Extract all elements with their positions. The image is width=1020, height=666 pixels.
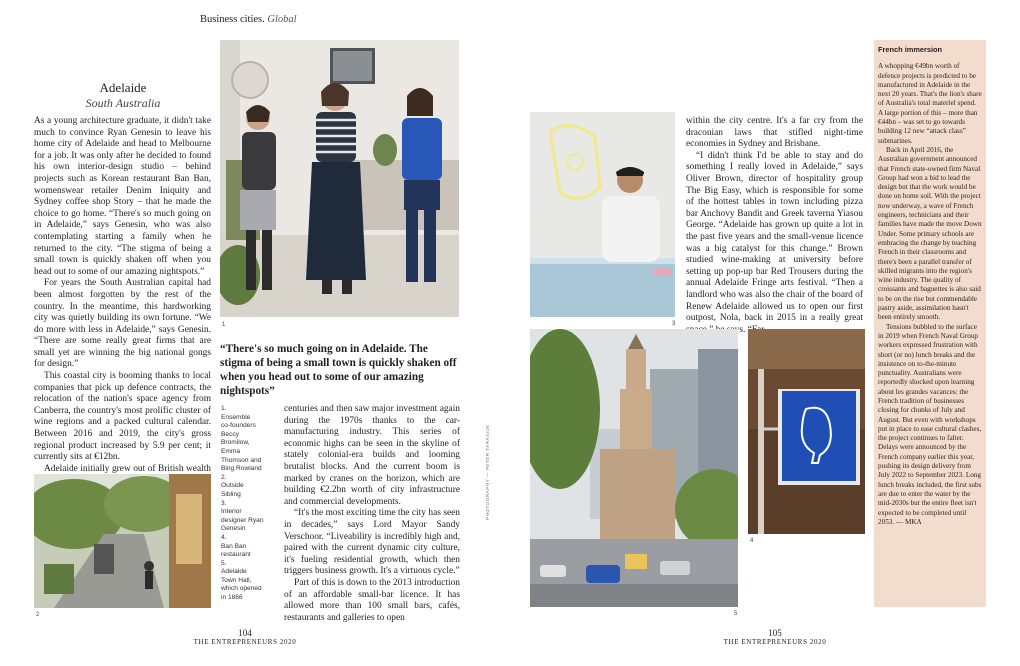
photo-designer-illustration: [530, 112, 675, 317]
paragraph: “I didn't think I'd be able to stay and do something I really loved in Adelaide,” says Oliver Brown, director of hospitality group The Big Easy, which is responsible for some of the hottest tables in town including pizza bar Anchovy Bandit and Greek taverna Yiasou George. “Adelaide has grown up quite a lot in the past five years and the small-venue licence was a big catalyst for this change.” Brown studied wine-making at university before setting up pop-up bar Red Trousers during the annual Adelaide Fringe arts festival. “Then a landlord who was also the chair of the board of Renew Adelaide allowed us to open our first outpost, Nola, back in 2015 in a really great: [686, 150, 863, 324]
caption-line: 3.: [221, 499, 227, 507]
caption-line: Beccy: [221, 430, 239, 438]
paragraph: centuries and then saw major investment again during the 1970s thanks to the car-manufacturing industry. This series of economic highs can be seen in the skyline of stately colonial-era builds and looming brutalist blocks. And the current boom is marked by cranes on the horizon, which are building €2.2bn worth of city infrastructure and commercial developments.: [284, 404, 460, 507]
sidebar-title: French immersion: [878, 45, 943, 54]
caption-line: Thomson and: [221, 456, 262, 464]
photo-ensemble-founders: [220, 40, 459, 317]
caption-line: 4.: [221, 533, 227, 541]
running-header: [200, 14, 297, 25]
caption-line: Outside: [221, 482, 244, 490]
photo-founders-illustration: [220, 40, 459, 317]
photo-number: 3: [672, 321, 676, 327]
paragraph: “It's the most exciting time the city has seen in decades,” says Lord Mayor Sandy Verschoor. “Liveability is incredibly high and, paired with the current dynamic city culture, it's fueling residential growth, which then triggers business growth. It's a virtuous cycle.”: [284, 508, 460, 577]
right-column: [686, 116, 863, 336]
header-section: Business cities.: [200, 14, 265, 25]
caption-line: in 1866: [221, 594, 243, 602]
caption-line: 2.: [221, 473, 227, 481]
sidebar-paragraph: Tensions bubbled to the surface in 2019 when French Naval Group workers expressed frustration with short (or no) lunch breaks and the insistence on to-the-minute punctuality. Australians were reportedly shocked upon learning about les grandes vacances: the French tradition of businesses closing for chunks of July and August. But even with workshops put in place to ease cultural clashes, the project continues to falter. Delays were announced by the French company earlier this year, pushing its design delivery from July 2022 to September 2023. Long lunch breaks included, the first subs are due to enter the water by the mid-2030s but the entire fleet isn't expected to be completed until 2053. — MKA: [878, 322, 982, 526]
sidebar-french-immersion: [874, 40, 986, 607]
page-number: 105: [768, 628, 782, 638]
publication-name: THE ENTREPRENEURS 2020: [723, 638, 827, 646]
photo-adelaide-town-hall: [530, 329, 738, 607]
photo-number: 1: [222, 322, 226, 328]
caption-line: Town Hall,: [221, 576, 252, 584]
photo-ban-ban-sign: [748, 329, 865, 534]
city-heading: [34, 80, 212, 111]
caption-line: Sibling: [221, 490, 241, 498]
caption-line: which opened: [221, 585, 262, 593]
photo-street-illustration: [34, 474, 211, 608]
caption-line: Ensemble: [221, 413, 251, 421]
caption-line: 5.: [221, 559, 227, 567]
caption-line: Bing Rowland: [221, 465, 262, 473]
left-column: [34, 116, 211, 487]
photo-captions: [221, 405, 271, 603]
caption-line: restaurant: [221, 551, 251, 559]
folio-right: [700, 628, 850, 646]
paragraph: within the city centre. It's a far cry from the draconian laws that stifled night-time economies in Sydney and Brisbane.: [686, 116, 863, 150]
photo-number: 5: [734, 611, 738, 617]
photo-number: 4: [750, 538, 754, 544]
caption-line: Interior: [221, 508, 242, 516]
caption-line: Genesin: [221, 525, 246, 533]
caption-line: 1.: [221, 405, 227, 412]
publication-name: THE ENTREPRENEURS 2020: [193, 638, 297, 646]
photo-sign-illustration: [748, 329, 865, 534]
caption-line: Ban Ban: [221, 542, 247, 550]
sidebar-paragraph: A whopping €49bn worth of defence projects is predicted to be manufactured in Adelaide in the next 20 years. That's the lion's share of Australia's total materiel spend. A large portion of this – more than €44bn – was set to go towards building 12 new “attack class” submarines.: [878, 62, 982, 145]
photo-ryan-genesin: [530, 112, 675, 317]
photo-townhall-illustration: [530, 329, 738, 607]
pull-quote: “There's so much going on in Adelaide. The stigma of being a small town is quickly shaken off when you head out to some of our amazing nightspots”: [220, 343, 457, 397]
caption-line: designer Ryan: [221, 516, 264, 524]
header-subsection: Global: [267, 14, 297, 25]
photo-sibling-street: [34, 474, 211, 608]
paragraph: As a young architecture graduate, it didn't take much to convince Ryan Genesin to leave his home city of Adelaide and head to Melbourne for a job. It was only after he decided to found his own interior-design studio – behind projects such as Korean restaurant Ban Ban, womenswear retailer Denim Iniquity and Sydney coffee shop Story – that he made the choice to go home. “There's so much going on in Adelaide,” says Genesin, who was also contemplating starting a family when he returned to the city. “The stigma of being a small town is quickly shaken off when you head out to some of our amazing nightspots.”: [34, 116, 211, 277]
city-region: South Australia: [85, 96, 161, 110]
photo-number: 2: [36, 612, 40, 618]
caption-line: Emma: [221, 447, 241, 455]
city-name: Adelaide: [99, 80, 147, 95]
photo-credit: PHOTOGRAPHY — PETER TARASIUK: [485, 424, 490, 520]
caption-line: Bromilow,: [221, 439, 250, 447]
paragraph: This coastal city is booming thanks to local companies that pick up defence contracts, the relocation of the nation's space agency from Canberra, the country's most prolific cluster of wine regions and a packed cultural calendar. Between 2016 and 2019, the city's gross regional product increased by 5.9 per cent; it currently sits at €12bn.: [34, 371, 211, 463]
paragraph: Part of this is down to the 2013 introduction of an affordable small-bar licence. It has allowed more than 100 small bars, cafés, restaurants and galleries to open: [284, 577, 460, 623]
paragraph: For years the South Australian capital had been almost forgotten by the rest of the country. In the meantime, this hardworking city was quietly building its own fortune. “We do more with less in Adelaide,” says Genesin. “There are some really great firms that are small yet are winning the big national gongs for design.”: [34, 278, 211, 370]
folio-left: [180, 628, 310, 646]
caption-line: co-founders: [221, 422, 256, 430]
middle-column: [284, 404, 460, 624]
page-number: 104: [238, 628, 252, 638]
paragraph: Adelaide initially grew out of British wealth: [44, 463, 211, 474]
sidebar-paragraph: Back in April 2016, the Australian government announced that French state-owned firm Naval Group had won a bid to lead the design but that the work would be done on home soil. With the project now underway, a wave of French engineers, technicians and their families have made the move Down Under. Some primary schools are embracing the change by teaching French in their classrooms and there's been a parallel transfer of skilled migrants into the region's wine industry. The quality of croissants and baguettes is also said to be on the rise but commendable pastry aside, assimilation hasn't been entirely smooth.: [878, 145, 982, 322]
caption-line: Adelaide: [221, 568, 247, 576]
